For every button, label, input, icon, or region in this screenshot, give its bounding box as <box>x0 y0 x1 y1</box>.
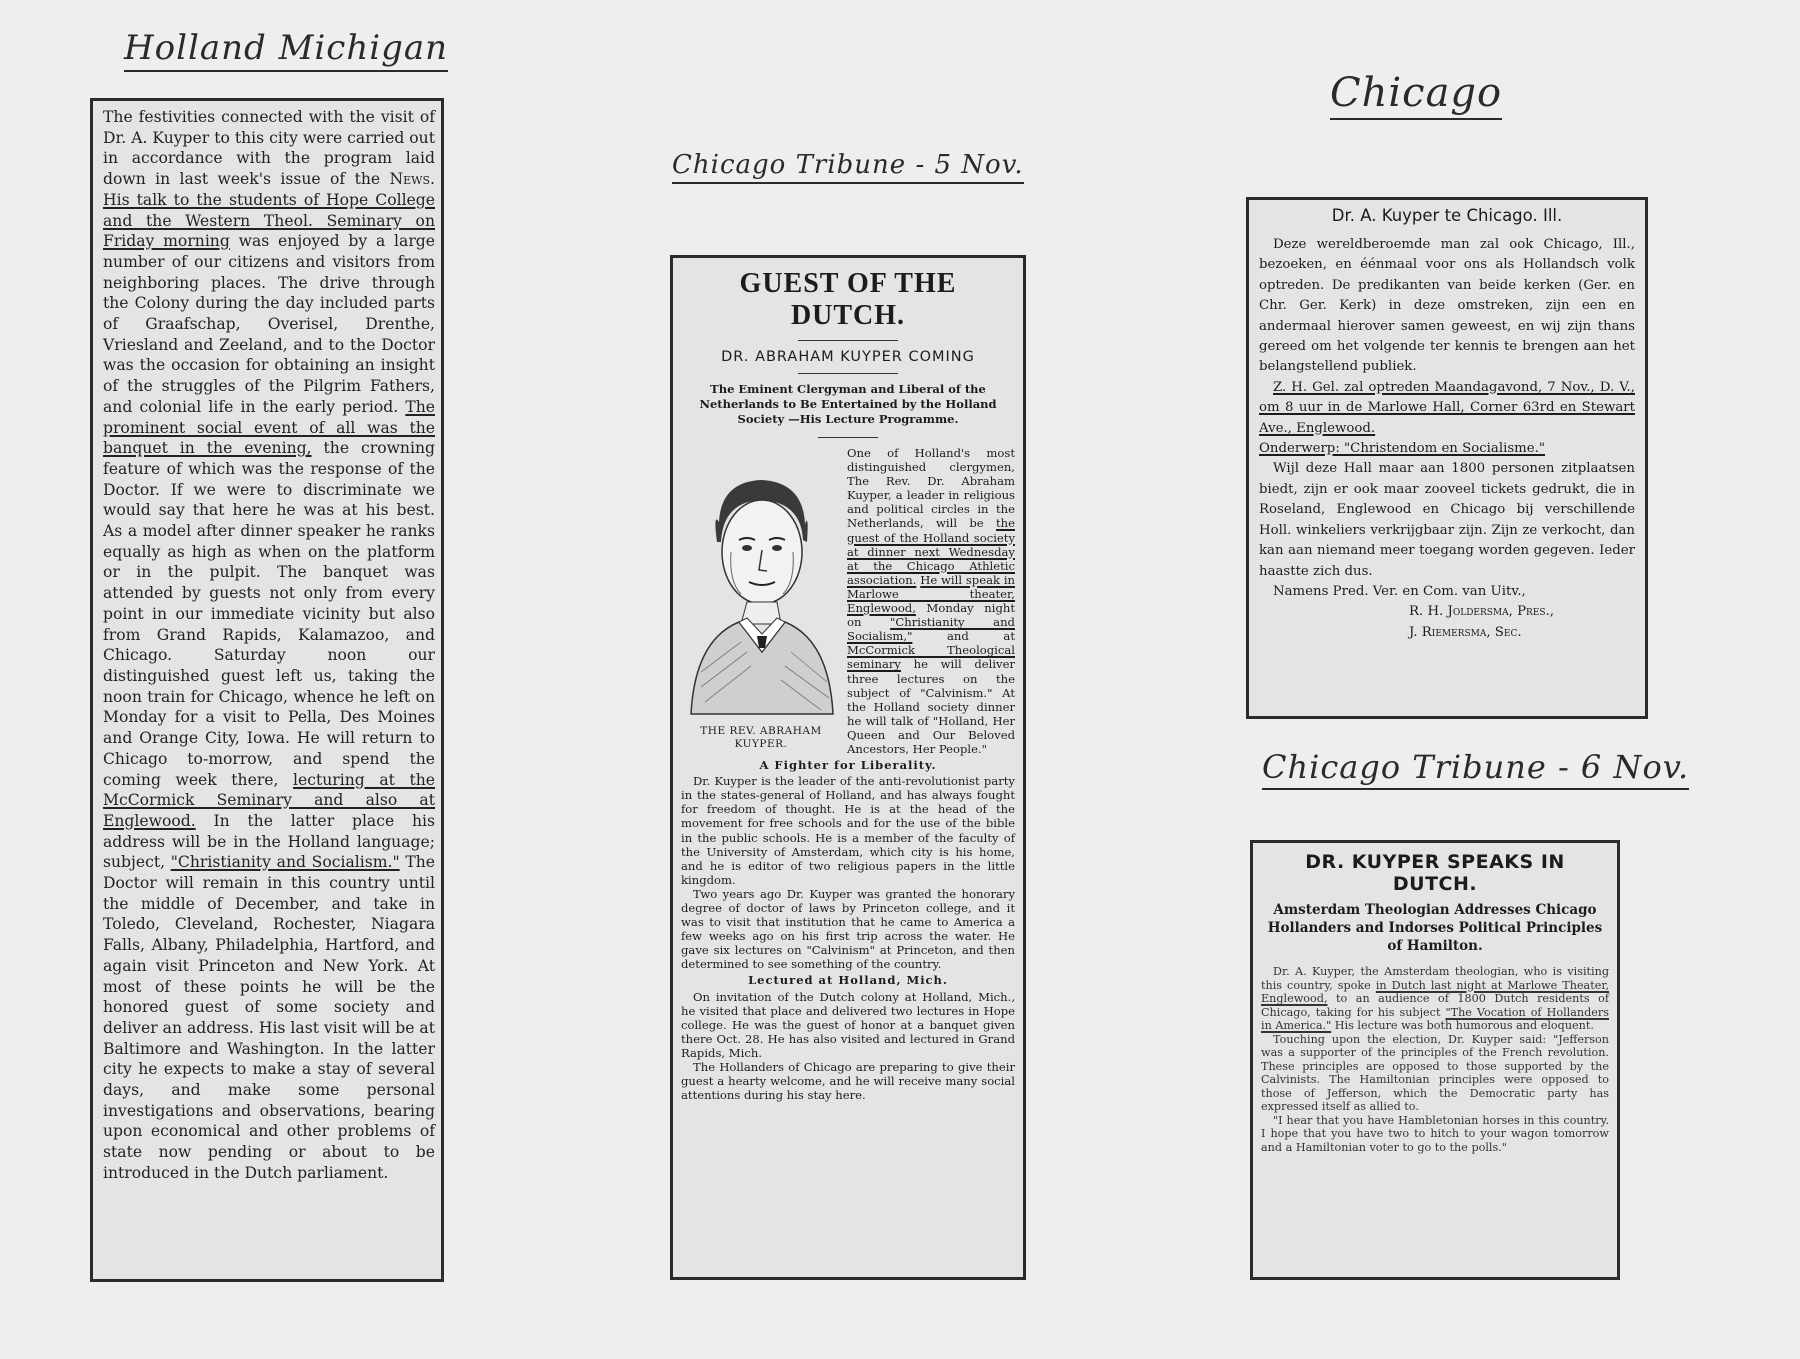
underline-onderwerp: Onderwerp: "Christendom en Socialisme." <box>1259 441 1545 457</box>
paragraph: Touching upon the election, Dr. Kuyper said: "Jefferson was a supporter of the principles of the French revolution. These principles are opposed to those supported by the Calvinists. The Hamiltonian principles were opposed to those of Jefferson, which the Democratic party has expressed itself as allied to. <box>1261 1032 1609 1113</box>
clipping-holland-news <box>90 98 444 1282</box>
article-body: THE REV. ABRAHAM KUYPER. One of Holland's most distinguished clergymen, The Rev. Dr. Abraham Kuyper, a leader in religious and political circles in the Netherlands, will be the guest of the Holland society at dinner next Wednesday at the Chicago Athletic association. He will speak in Marlowe theater, Englewood, Monday night on "Christianity and Socialism," and at McCormick Theological seminary he will deliver three lectures on the subject of "Calvinism." At the Holland society dinner he will talk of "Holland, Her Queen and Our Beloved Ancestors, Her People." A Fighter for Liberality. Dr. Kuyper is the leader of the anti-revolutionist party in the states-general of Holland, and has always fought for freedom of thought. He is at the head of the movement for free schools and for the use of the bible in the public schools. He is a member of the faculty of the University of Amsterdam, which city is his home, and he is editor of two religious papers in the little kingdom. Two years ago Dr. Kuyper was granted the honorary degree of doctor of laws by Princeton college, and it was to visit that institution that he came to America a few weeks ago on his first trip across the water. He gave six lectures on "Calvinism" at Princeton, and then determined to see something of the country. Lectured at Holland, Mich. On invitation of the Dutch colony at Holland, Mich., he visited that place and delivered two lectures in Hope college. He was the guest of honor at a banquet given there Oct. 28. He has also visited and lectured in Grand Rapids, Mich. The Hollanders of Chicago are preparing to give their guest a hearty welcome, and he will receive many social attentions during his stay here. <box>681 446 1016 1103</box>
paragraph: "I hear that you have Hambletonian horses in this country. I hope that you have two to hitch to your wagon tomorrow and a Hamiltonian voter to go to the polls." <box>1261 1113 1609 1154</box>
headline-guest-of-the-dutch: GUEST OF THE DUTCH. <box>739 268 957 331</box>
underline-maandagavond: Z. H. Gel. zal optreden Maandagavond, 7 Nov., D. V., om 8 uur in de Marlowe Hall, Corner 63rd en Stewart Ave., Englewood. <box>1259 379 1635 436</box>
article-body: Dr. A. Kuyper, the Amsterdam theologian, who is visiting this country, spoke in Dutch last night at Marlowe Theater, Englewood, to an audience of 1800 Dutch residents of Chicago, taking for his subject "The Vocation of Hollanders in America." His lecture was both humorous and eloquent. Touching upon the election, Dr. Kuyper said: "Jefferson was a supporter of the principles of the French revolution. These principles are opposed to those supported by the Calvinists. The Hamiltonian principles were opposed to those of Jefferson, which the Democratic party has expressed itself as allied to. "I hear that you have Hambletonian horses in this country. I hope that you have two to hitch to your wagon tomorrow and a Hamiltonian voter to go to the polls." <box>1261 965 1610 1154</box>
subheadline-kuyper-coming: DR. ABRAHAM KUYPER COMING <box>721 349 975 365</box>
underline-marlowe-theater: in Dutch last night at Marlowe Theater, Englewood, <box>1261 978 1610 1005</box>
handwritten-tribune-6-nov: Chicago Tribune - 6 Nov. <box>1262 748 1689 790</box>
handwritten-holland-michigan: Holland Michigan <box>124 28 448 72</box>
handwritten-tribune-5-nov: Chicago Tribune - 5 Nov. <box>672 150 1024 184</box>
divider <box>798 373 898 374</box>
divider <box>798 340 898 341</box>
underline-holland-society: the guest of the Holland society at dinner next Wednesday at the Chicago Athletic association. <box>847 516 1015 587</box>
headline-speaks-in-dutch: DR. KUYPER SPEAKS IN DUTCH. <box>1305 851 1565 895</box>
paragraph: Dr. Kuyper is the leader of the anti-revolutionist party in the states-general of Holland, and has always fought for freedom of thought. He is at the head of the movement for free schools and for the use of the bible in the public schools. He is a member of the faculty of the University of Amsterdam, which city is his home, and he is editor of two religious papers in the little kingdom. <box>681 774 1015 887</box>
headline-kuyper-te-chicago: Dr. A. Kuyper te Chicago. Ill. <box>1331 206 1563 225</box>
clipping-kuyper-te-chicago <box>1246 197 1648 719</box>
paragraph: Two years ago Dr. Kuyper was granted the honorary degree of doctor of laws by Princeton college, and it was to visit that institution that he came to America a few weeks ago on his first trip across the water. He gave six lectures on "Calvinism" at Princeton, and then determined to see something of the country. <box>681 886 1015 972</box>
notice-body: Deze wereldberoemde man zal ook Chicago, Ill., bezoeken, en éénmaal voor ons als Hollandsch volk optreden. De predikanten van beide kerken (Ger. en Chr. Ger. Kerk) in deze omstreken, zijn een en andermaal hierover samen geweest, en wij zijn thans gereed om het volgende ter kennis te brengen aan het belangstellend publiek. Z. H. Gel. zal optreden Maandagavond, 7 Nov., D. V., om 8 uur in de Marlowe Hall, Corner 63rd en Stewart Ave., Englewood. Onderwerp: "Christendom en Socialisme." Wijl deze Hall maar aan 1800 personen zitplaatsen biedt, zijn er ook maar zooveel tickets gedrukt, die in Roseland, Englewood en Chicago bij verschillende Holl. winkeliers verkrijgbaar zijn. Zijn ze verkocht, dan kan aan niemand meer toegang worden gegeven. Ieder haastte zich dus. <box>1259 237 1635 579</box>
subhead-lectured: Lectured at Holland, Mich. <box>748 973 948 988</box>
underline-christianity: "Christianity and Socialism," <box>847 615 1015 644</box>
signature-block: Namens Pred. Ver. en Com. van Uitv., R. H. Joldersma, Pres., J. Riemersma, Sec. <box>1273 583 1555 640</box>
deck-text: The Eminent Clergyman and Liberal of the Netherlands to Be Entertained by the Holland Society —His Lecture Programme. <box>699 382 997 426</box>
portrait-kuyper <box>681 452 841 752</box>
portrait-caption: THE REV. ABRAHAM KUYPER. <box>700 725 822 751</box>
subhead-fighter: A Fighter for Liberality. <box>759 758 937 773</box>
clipping-speaks-in-dutch <box>1250 840 1620 1280</box>
holland-article-text: The festivities connected with the visit of Dr. A. Kuyper to this city were carried out in accordance with the program laid down in last week's issue of the News. His talk to the students of Hope College and the Western Theol. Seminary on Friday morning was enjoyed by a large number of our citizens and visitors from neighboring places. The drive through the Colony during the day included parts of Graafschap, Overisel, Drenthe, Vriesland and Zeeland, and to the Doctor was the occasion for obtaining an insight of the struggles of the Pilgrim Fathers, and colonial life in the early period. The prominent social event of all was the banquet in the evening, the crowning feature of which was the response of the Doctor. If we were to discriminate we would say that here he was at his best. As a model after dinner speaker he ranks equally as high as when on the platform or in the pulpit. The banquet was attended by guests not only from every point in our immediate vicinity but also from Grand Rapids, Kalamazoo, and Chicago. Saturday noon our distinguished guest left us, taking the noon train for Chicago, whence he left on Monday for a visit to Pella, Des Moines and Orange City, Iowa. He will return to Chicago to-morrow, and spend the coming week there, lecturing at the McCormick Seminary and also at Englewood. In the latter place his address will be in the Holland language; subject, "Christianity and Socialism." The Doctor will remain in this country until the middle of December, and take in Toledo, Cleveland, Rochester, Niagara Falls, Albany, Philadelphia, Hartford, and again visit Princeton and New York. At most of these points he will be the honored guest of some society and deliver an address. His last visit will be at Baltimore and Washington. In the latter city he expects to make a stay of several days, and make some personal investigations and observations, bearing upon economical and other problems of state now pending or about to be introduced in the Dutch parliament. <box>103 108 435 1182</box>
paragraph: On invitation of the Dutch colony at Holland, Mich., he visited that place and delivered two lectures in Hope college. He was the guest of honor at a banquet given there Oct. 28. He has also visited and lectured in Grand Rapids, Mich. <box>681 989 1015 1060</box>
underline-mccormick: lecturing at the McCormick Seminary and also at Englewood. <box>103 770 435 830</box>
underline-marlowe: He will speak in Marlowe theater, Englewood, <box>847 572 1016 616</box>
underline-banquet: The prominent social event of all was the banquet in the evening, <box>103 397 435 458</box>
deck-text: Amsterdam Theologian Addresses Chicago Hollanders and Indorses Political Principles of Hamilton. <box>1267 902 1603 954</box>
portrait-engraving-icon <box>681 452 841 722</box>
underline-hope-college: His talk to the students of Hope College and the Western Theol. Seminary on Friday morning <box>103 190 435 251</box>
underline-mccormick-seminary: McCormick Theological seminary <box>847 643 1015 672</box>
paragraph: The Hollanders of Chicago are preparing to give their guest a hearty welcome, and he will receive many social attentions during his stay here. <box>681 1060 1015 1103</box>
underline-vocation: "The Vocation of Hollanders in America." <box>1261 1005 1609 1032</box>
handwritten-chicago: Chicago <box>1330 70 1502 120</box>
underline-subject: "Christianity and Socialism." <box>170 853 400 872</box>
divider <box>818 437 878 438</box>
clipping-guest-of-the-dutch <box>670 255 1026 1280</box>
